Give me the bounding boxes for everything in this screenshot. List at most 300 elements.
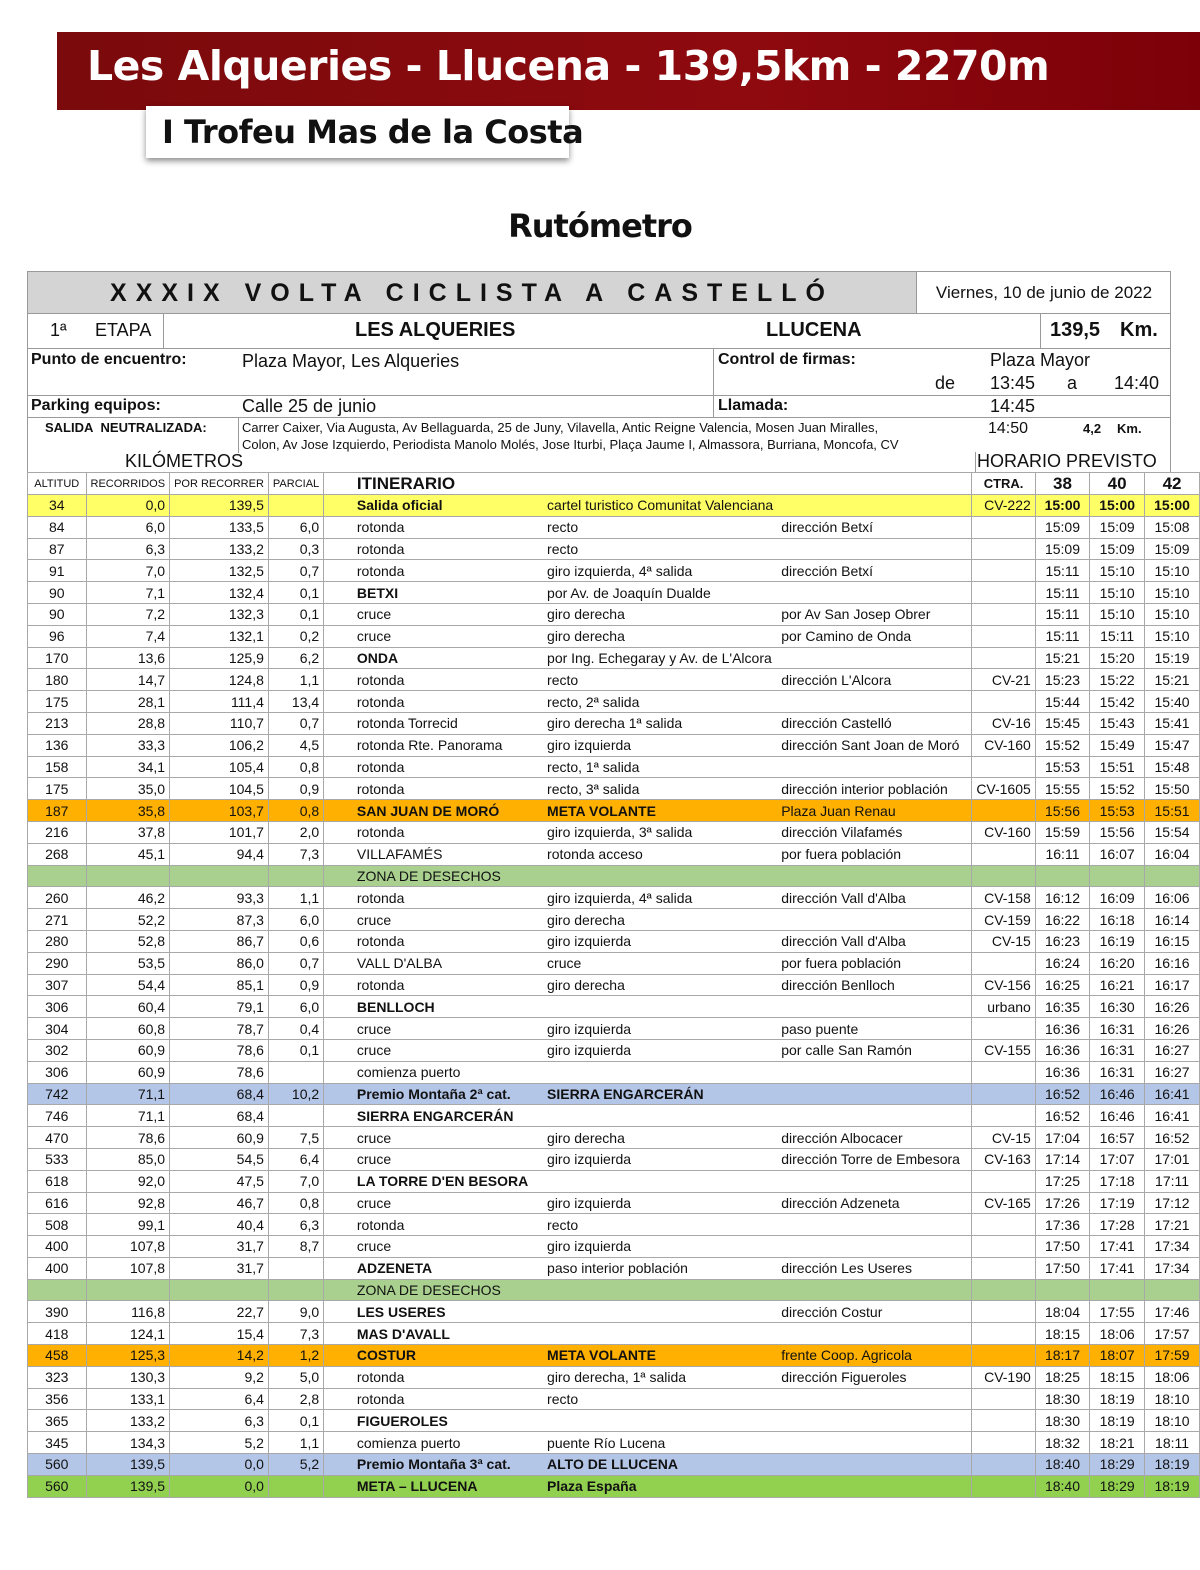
row-spacer	[324, 952, 353, 974]
table-row	[28, 1410, 1200, 1432]
table-row	[28, 1323, 1200, 1345]
row-spacer	[324, 909, 353, 931]
row-place: rotonda	[353, 778, 543, 800]
row-km-done: 99,1	[86, 1214, 170, 1236]
row-km-remaining: 0,0	[170, 1475, 269, 1497]
row-time-42: 18:06	[1145, 1366, 1200, 1388]
row-time-40: 16:09	[1090, 887, 1145, 909]
stage-finish: LLUCENA	[766, 319, 862, 341]
row-time-40: 18:15	[1090, 1366, 1145, 1388]
row-time-38: 18:17	[1035, 1345, 1089, 1367]
row-km-done	[86, 1279, 170, 1301]
row-time-38: 16:36	[1035, 1039, 1089, 1061]
row-spacer	[324, 1366, 353, 1388]
row-altitude: 187	[28, 800, 87, 822]
row-spacer	[324, 800, 353, 822]
row-altitude	[28, 865, 87, 887]
row-time-42	[1145, 1279, 1200, 1301]
row-direction: giro izquierda	[543, 1148, 777, 1170]
row-km-partial: 2,0	[268, 821, 323, 843]
signing-place: Plaza Mayor	[990, 350, 1091, 370]
row-road: CV-160	[972, 821, 1035, 843]
row-direction: SIERRA ENGARCERÁN	[543, 1083, 777, 1105]
row-altitude: 175	[28, 691, 87, 713]
row-altitude: 304	[28, 1018, 87, 1040]
row-via: dirección Benlloch	[777, 974, 972, 996]
row-time-42: 18:10	[1145, 1410, 1200, 1432]
row-time-42: 16:06	[1145, 887, 1200, 909]
row-altitude: 400	[28, 1236, 87, 1258]
row-time-42: 17:34	[1145, 1236, 1200, 1258]
row-spacer	[324, 1257, 353, 1279]
row-km-remaining: 9,2	[170, 1366, 269, 1388]
row-direction: paso interior población	[543, 1257, 777, 1279]
row-km-partial	[268, 1257, 323, 1279]
row-direction: META VOLANTE	[543, 1345, 777, 1367]
row-km-remaining: 132,1	[170, 625, 269, 647]
table-row	[28, 712, 1200, 734]
row-time-42: 15:40	[1145, 691, 1200, 713]
row-km-partial	[268, 1279, 323, 1301]
row-time-38: 18:30	[1035, 1410, 1089, 1432]
row-km-partial: 0,1	[268, 1410, 323, 1432]
row-road	[972, 1345, 1035, 1367]
row-km-remaining: 85,1	[170, 974, 269, 996]
row-spacer	[324, 647, 353, 669]
row-time-38: 15:56	[1035, 800, 1089, 822]
row-km-remaining	[170, 865, 269, 887]
col-altitude: ALTITUD	[28, 473, 87, 495]
row-place: ZONA DE DESECHOS	[353, 1279, 543, 1301]
row-km-done: 71,1	[86, 1105, 170, 1127]
row-time-42: 16:14	[1145, 909, 1200, 931]
row-km-partial	[268, 1061, 323, 1083]
row-road	[972, 625, 1035, 647]
row-km-partial: 5,0	[268, 1366, 323, 1388]
row-time-42: 17:59	[1145, 1345, 1200, 1367]
row-altitude: 400	[28, 1257, 87, 1279]
row-spacer	[324, 1432, 353, 1454]
row-place: comienza puerto	[353, 1432, 543, 1454]
row-km-partial	[268, 495, 323, 517]
row-place: cruce	[353, 1236, 543, 1258]
table-row	[28, 1192, 1200, 1214]
race-title-row	[27, 271, 1171, 314]
row-km-remaining: 105,4	[170, 756, 269, 778]
row-direction: recto, 2ª salida	[543, 691, 777, 713]
row-time-38: 15:59	[1035, 821, 1089, 843]
row-time-40: 15:09	[1090, 538, 1145, 560]
row-time-42: 15:10	[1145, 603, 1200, 625]
row-km-remaining: 79,1	[170, 996, 269, 1018]
row-time-38: 17:50	[1035, 1257, 1089, 1279]
row-time-42: 15:08	[1145, 516, 1200, 538]
row-time-38: 15:45	[1035, 712, 1089, 734]
row-spacer	[324, 1105, 353, 1127]
row-via: Plaza Juan Renau	[777, 800, 972, 822]
row-time-40: 15:52	[1090, 778, 1145, 800]
row-km-remaining: 14,2	[170, 1345, 269, 1367]
row-km-remaining: 15,4	[170, 1323, 269, 1345]
row-place: comienza puerto	[353, 1061, 543, 1083]
row-place: ADZENETA	[353, 1257, 543, 1279]
row-km-partial: 6,0	[268, 516, 323, 538]
row-spacer	[324, 516, 353, 538]
row-km-done: 134,3	[86, 1432, 170, 1454]
row-via	[777, 865, 972, 887]
row-km-remaining: 93,3	[170, 887, 269, 909]
row-spacer	[324, 1475, 353, 1497]
row-km-partial	[268, 1475, 323, 1497]
row-altitude: 306	[28, 1061, 87, 1083]
row-place: LA TORRE D'EN BESORA	[353, 1170, 543, 1192]
row-time-38: 16:52	[1035, 1105, 1089, 1127]
table-row	[28, 800, 1200, 822]
row-altitude: 365	[28, 1410, 87, 1432]
row-time-40: 18:29	[1090, 1475, 1145, 1497]
col-spacer	[324, 473, 353, 495]
row-spacer	[324, 669, 353, 691]
stage-start: LES ALQUERIES	[355, 319, 516, 341]
table-row	[28, 952, 1200, 974]
row-via: por Av San Josep Obrer	[777, 603, 972, 625]
row-km-remaining: 132,5	[170, 560, 269, 582]
row-km-done: 124,1	[86, 1323, 170, 1345]
row-place: Salida oficial	[353, 495, 543, 517]
row-via: dirección Les Useres	[777, 1257, 972, 1279]
row-km-remaining: 0,0	[170, 1454, 269, 1476]
row-time-38: 15:21	[1035, 647, 1089, 669]
table-row	[28, 1279, 1200, 1301]
row-place: FIGUEROLES	[353, 1410, 543, 1432]
row-km-done: 85,0	[86, 1148, 170, 1170]
row-road	[972, 865, 1035, 887]
row-altitude: 390	[28, 1301, 87, 1323]
table-row	[28, 1214, 1200, 1236]
row-time-40: 17:41	[1090, 1236, 1145, 1258]
row-time-40: 15:42	[1090, 691, 1145, 713]
row-direction: por Ing. Echegaray y Av. de L'Alcora	[543, 647, 777, 669]
row-altitude: 158	[28, 756, 87, 778]
row-place: META – LLUCENA	[353, 1475, 543, 1497]
row-km-partial: 7,5	[268, 1127, 323, 1149]
row-direction: recto	[543, 1388, 777, 1410]
table-row	[28, 516, 1200, 538]
row-time-38: 16:36	[1035, 1061, 1089, 1083]
row-spacer	[324, 560, 353, 582]
row-via	[777, 1061, 972, 1083]
row-time-40: 16:21	[1090, 974, 1145, 996]
row-via: dirección Adzeneta	[777, 1192, 972, 1214]
row-time-38: 17:14	[1035, 1148, 1089, 1170]
row-time-38: 18:15	[1035, 1323, 1089, 1345]
row-road	[972, 1105, 1035, 1127]
row-spacer	[324, 865, 353, 887]
row-time-42: 17:21	[1145, 1214, 1200, 1236]
meeting-label: Punto de encuentro:	[31, 351, 187, 368]
row-km-partial: 6,3	[268, 1214, 323, 1236]
row-km-done: 139,5	[86, 1454, 170, 1476]
row-place: rotonda	[353, 691, 543, 713]
table-row	[28, 1148, 1200, 1170]
row-altitude: 742	[28, 1083, 87, 1105]
row-time-42: 16:17	[1145, 974, 1200, 996]
row-direction: cruce	[543, 952, 777, 974]
row-spacer	[324, 1236, 353, 1258]
row-place: rotonda Torrecid	[353, 712, 543, 734]
row-km-done: 71,1	[86, 1083, 170, 1105]
row-time-38: 16:52	[1035, 1083, 1089, 1105]
table-row	[28, 974, 1200, 996]
row-direction: giro izquierda	[543, 1039, 777, 1061]
table-row	[28, 1432, 1200, 1454]
row-km-done: 60,9	[86, 1061, 170, 1083]
row-place: rotonda	[353, 538, 543, 560]
race-title: XXXIX VOLTA CICLISTA A CASTELLÓ	[110, 279, 834, 307]
kilometers-group-header: KILÓMETROS	[125, 451, 244, 471]
row-spacer	[324, 1345, 353, 1367]
row-km-partial: 0,4	[268, 1018, 323, 1040]
row-road	[972, 843, 1035, 865]
row-direction: rotonda acceso	[543, 843, 777, 865]
row-time-40: 16:19	[1090, 930, 1145, 952]
row-time-42: 15:54	[1145, 821, 1200, 843]
row-km-done: 60,8	[86, 1018, 170, 1040]
row-road	[972, 691, 1035, 713]
row-time-42: 17:46	[1145, 1301, 1200, 1323]
row-via: frente Coop. Agricola	[777, 1345, 972, 1367]
table-row	[28, 756, 1200, 778]
row-km-partial: 6,0	[268, 996, 323, 1018]
row-direction	[543, 1323, 777, 1345]
row-time-42: 17:57	[1145, 1323, 1200, 1345]
row-place: rotonda	[353, 1388, 543, 1410]
row-km-done: 37,8	[86, 821, 170, 843]
row-road: CV-15	[972, 1127, 1035, 1149]
row-road	[972, 1170, 1035, 1192]
row-spacer	[324, 1170, 353, 1192]
row-km-done: 92,8	[86, 1192, 170, 1214]
row-km-partial: 6,4	[268, 1148, 323, 1170]
table-row	[28, 996, 1200, 1018]
row-via	[777, 495, 972, 517]
row-time-42: 16:52	[1145, 1127, 1200, 1149]
row-time-42: 17:11	[1145, 1170, 1200, 1192]
row-spacer	[324, 930, 353, 952]
row-direction	[543, 1105, 777, 1127]
row-km-partial: 0,1	[268, 582, 323, 604]
row-time-42: 17:01	[1145, 1148, 1200, 1170]
row-km-remaining: 6,4	[170, 1388, 269, 1410]
row-spacer	[324, 974, 353, 996]
row-km-remaining: 31,7	[170, 1257, 269, 1279]
row-road: CV-222	[972, 495, 1035, 517]
row-altitude: 290	[28, 952, 87, 974]
row-time-40: 16:46	[1090, 1083, 1145, 1105]
row-time-38: 16:24	[1035, 952, 1089, 974]
route-rows	[28, 495, 1200, 1498]
row-km-partial	[268, 865, 323, 887]
row-time-40: 17:18	[1090, 1170, 1145, 1192]
row-via	[777, 538, 972, 560]
row-time-42: 18:11	[1145, 1432, 1200, 1454]
title-banner	[57, 32, 1200, 110]
row-km-remaining: 139,5	[170, 495, 269, 517]
row-km-done: 6,3	[86, 538, 170, 560]
row-place: cruce	[353, 1192, 543, 1214]
row-time-40: 18:29	[1090, 1454, 1145, 1476]
row-road: CV-163	[972, 1148, 1035, 1170]
row-road	[972, 1018, 1035, 1040]
table-row	[28, 1388, 1200, 1410]
table-row	[28, 1345, 1200, 1367]
row-direction	[543, 996, 777, 1018]
row-km-partial: 9,0	[268, 1301, 323, 1323]
row-km-done: 33,3	[86, 734, 170, 756]
row-road	[972, 1454, 1035, 1476]
row-via: dirección Vall d'Alba	[777, 887, 972, 909]
table-row	[28, 582, 1200, 604]
row-km-remaining: 78,6	[170, 1039, 269, 1061]
row-road	[972, 647, 1035, 669]
row-via	[777, 1454, 972, 1476]
row-time-38: 15:09	[1035, 538, 1089, 560]
row-km-done: 7,1	[86, 582, 170, 604]
row-road: CV-190	[972, 1366, 1035, 1388]
row-direction: recto, 3ª salida	[543, 778, 777, 800]
table-row	[28, 1127, 1200, 1149]
signing-to-label: a	[1067, 373, 1078, 393]
row-km-done: 116,8	[86, 1301, 170, 1323]
row-time-38: 17:26	[1035, 1192, 1089, 1214]
neutral-label: SALIDA NEUTRALIZADA:	[45, 420, 207, 435]
row-km-partial: 0,8	[268, 756, 323, 778]
row-road: urbano	[972, 996, 1035, 1018]
stage-distance: 139,5	[1050, 319, 1101, 341]
row-time-38: 16:11	[1035, 843, 1089, 865]
row-direction: giro derecha, 1ª salida	[543, 1366, 777, 1388]
col-done: RECORRIDOS	[86, 473, 170, 495]
row-direction: giro derecha	[543, 909, 777, 931]
neutral-route-line-1: Carrer Caixer, Via Augusta, Av Bellaguarda, 25 de Juny, Vilavella, Antic Reigne Valencia, Mosen Juan Miralles,	[242, 420, 879, 435]
row-km-partial: 5,2	[268, 1454, 323, 1476]
row-altitude: 618	[28, 1170, 87, 1192]
row-km-partial	[268, 1105, 323, 1127]
row-via: dirección Costur	[777, 1301, 972, 1323]
row-altitude: 470	[28, 1127, 87, 1149]
stage-number: 1ª	[50, 320, 67, 340]
row-time-42	[1145, 865, 1200, 887]
row-via: dirección Castelló	[777, 712, 972, 734]
row-spacer	[324, 996, 353, 1018]
row-time-38: 15:11	[1035, 582, 1089, 604]
row-km-partial: 0,9	[268, 974, 323, 996]
row-km-remaining: 110,7	[170, 712, 269, 734]
row-via	[777, 909, 972, 931]
row-direction: por Av. de Joaquín Dualde	[543, 582, 777, 604]
row-altitude: 271	[28, 909, 87, 931]
row-place: rotonda	[353, 821, 543, 843]
row-via: por calle San Ramón	[777, 1039, 972, 1061]
neutral-route-line-2: Colon, Av Jose Izquierdo, Periodista Manolo Molés, Jose Iturbi, Plaça Jaume I, Almassora, Burriana, Moncofa, CV	[242, 437, 899, 452]
row-km-done: 46,2	[86, 887, 170, 909]
row-place: rotonda	[353, 669, 543, 691]
row-place: ZONA DE DESECHOS	[353, 865, 543, 887]
schedule-group-header: HORARIO PREVISTO	[977, 451, 1157, 471]
row-km-done: 7,4	[86, 625, 170, 647]
row-km-remaining: 31,7	[170, 1236, 269, 1258]
row-km-remaining: 133,5	[170, 516, 269, 538]
row-km-done: 35,8	[86, 800, 170, 822]
row-km-remaining	[170, 1279, 269, 1301]
row-place: VILLAFAMÉS	[353, 843, 543, 865]
row-time-42: 15:00	[1145, 495, 1200, 517]
row-time-40: 17:19	[1090, 1192, 1145, 1214]
row-time-40: 18:07	[1090, 1345, 1145, 1367]
row-time-40: 15:10	[1090, 582, 1145, 604]
row-place: cruce	[353, 1018, 543, 1040]
row-altitude: 175	[28, 778, 87, 800]
row-km-remaining: 86,0	[170, 952, 269, 974]
row-altitude	[28, 1279, 87, 1301]
stage-distance-unit: Km.	[1120, 319, 1158, 341]
row-via: dirección Betxí	[777, 560, 972, 582]
col-road: CTRA.	[972, 473, 1035, 495]
row-road	[972, 800, 1035, 822]
row-spacer	[324, 756, 353, 778]
row-via	[777, 582, 972, 604]
row-direction: Plaza España	[543, 1475, 777, 1497]
subtitle-box	[146, 106, 584, 158]
row-altitude: 90	[28, 603, 87, 625]
row-via	[777, 1279, 972, 1301]
signing-to: 14:40	[1114, 373, 1160, 393]
row-altitude: 268	[28, 843, 87, 865]
row-km-done: 28,8	[86, 712, 170, 734]
row-km-partial: 7,0	[268, 1170, 323, 1192]
row-km-done: 7,0	[86, 560, 170, 582]
row-place: LES USERES	[353, 1301, 543, 1323]
row-time-40: 17:41	[1090, 1257, 1145, 1279]
row-time-42: 15:47	[1145, 734, 1200, 756]
row-direction: recto	[543, 1214, 777, 1236]
row-via	[777, 1236, 972, 1258]
row-km-done: 0,0	[86, 495, 170, 517]
row-time-42: 16:27	[1145, 1039, 1200, 1061]
row-time-42: 15:48	[1145, 756, 1200, 778]
row-via	[777, 1432, 972, 1454]
row-km-partial: 0,7	[268, 560, 323, 582]
row-km-remaining: 78,7	[170, 1018, 269, 1040]
row-altitude: 90	[28, 582, 87, 604]
row-road	[972, 1323, 1035, 1345]
table-row	[28, 1257, 1200, 1279]
row-via	[777, 1214, 972, 1236]
signing-from-label: de	[935, 373, 956, 393]
row-time-42: 17:12	[1145, 1192, 1200, 1214]
row-km-remaining: 46,7	[170, 1192, 269, 1214]
row-altitude: 280	[28, 930, 87, 952]
row-km-done: 107,8	[86, 1257, 170, 1279]
row-time-38: 16:22	[1035, 909, 1089, 931]
row-altitude: 418	[28, 1323, 87, 1345]
row-spacer	[324, 603, 353, 625]
row-altitude: 616	[28, 1192, 87, 1214]
row-road	[972, 516, 1035, 538]
table-row	[28, 909, 1200, 931]
row-time-38: 17:04	[1035, 1127, 1089, 1149]
row-km-done: 52,8	[86, 930, 170, 952]
